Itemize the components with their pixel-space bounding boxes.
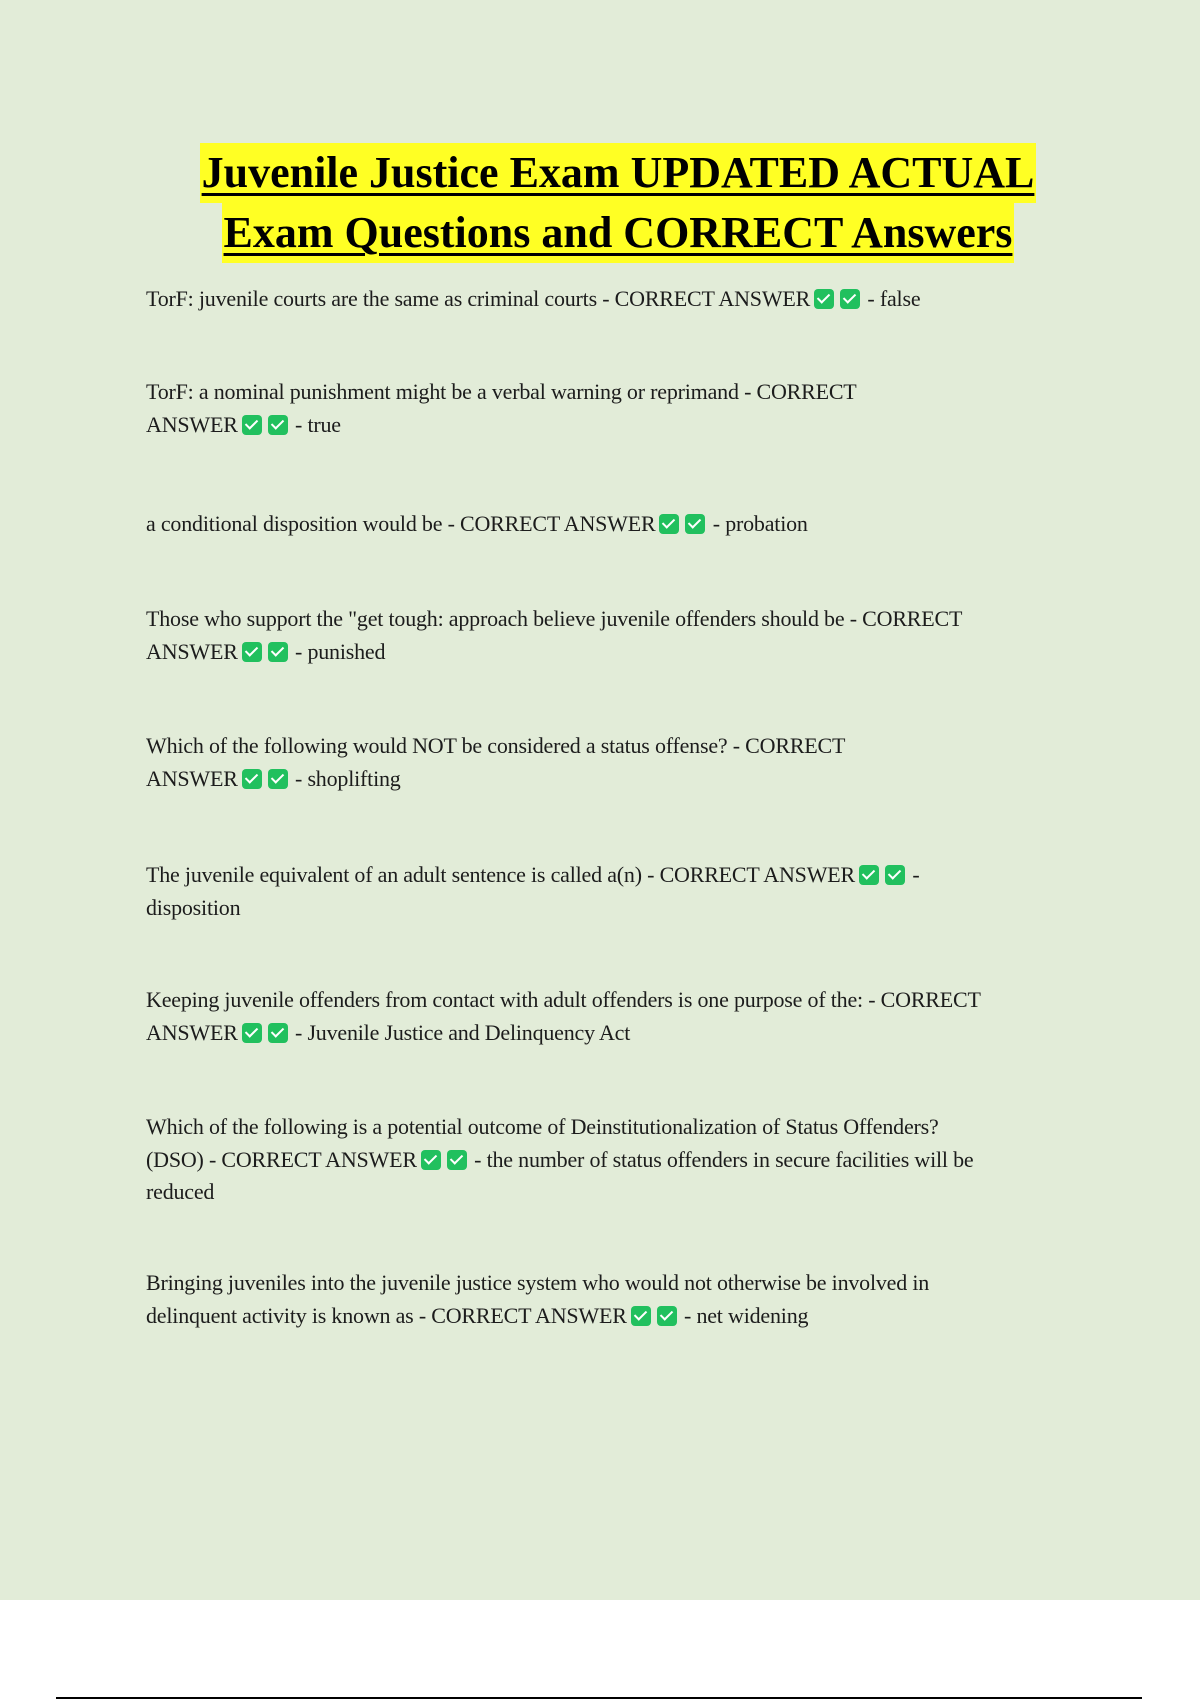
check-icon bbox=[885, 865, 905, 885]
answer-text: - punished bbox=[295, 638, 386, 664]
title-line-1: Juvenile Justice Exam UPDATED ACTUAL bbox=[200, 143, 1037, 203]
qa-item bbox=[146, 283, 1086, 316]
check-icon bbox=[268, 769, 288, 789]
answer-label: ANSWER bbox=[146, 1019, 238, 1045]
answer-label: CORRECT ANSWER bbox=[221, 1146, 417, 1172]
qa-item bbox=[146, 508, 1086, 541]
question-text-continued: (DSO) - bbox=[146, 1146, 222, 1172]
question-text: Which of the following is a potential outcome of Deinstitutionalization of Status Offenders? bbox=[146, 1114, 939, 1139]
check-icon bbox=[268, 1023, 288, 1043]
qa-item bbox=[146, 1267, 1086, 1332]
qa-item bbox=[146, 859, 1086, 924]
check-icon bbox=[631, 1306, 651, 1326]
question-text: Those who support the "get tough: approach believe juvenile offenders should be - CORRECT bbox=[146, 606, 963, 631]
answer-text: - bbox=[912, 862, 920, 887]
question-text: Keeping juvenile offenders from contact with adult offenders is one purpose of the: - CORRECT bbox=[146, 987, 981, 1012]
question-text: Which of the following would NOT be considered a status offense? - CORRECT bbox=[146, 733, 846, 758]
qa-item bbox=[146, 730, 1086, 795]
check-icon bbox=[859, 865, 879, 885]
answer-label: CORRECT ANSWER bbox=[431, 1302, 627, 1328]
document-title bbox=[0, 143, 1200, 263]
question-text-continued: delinquent activity is known as - bbox=[146, 1302, 432, 1328]
answer-text-continued: reduced bbox=[146, 1179, 215, 1204]
answer-text: - net widening bbox=[684, 1302, 809, 1328]
answer-text: - true bbox=[295, 411, 341, 437]
qa-item bbox=[146, 376, 1086, 441]
qa-item bbox=[146, 984, 1086, 1049]
check-icon bbox=[814, 289, 834, 309]
check-icon bbox=[657, 1306, 677, 1326]
question-text: Bringing juveniles into the juvenile justice system who would not otherwise be involved in bbox=[146, 1270, 930, 1295]
answer-text: - shoplifting bbox=[295, 765, 401, 791]
answer-text-continued: disposition bbox=[146, 894, 241, 920]
answer-text: - false bbox=[867, 286, 921, 311]
answer-text: - probation bbox=[712, 511, 808, 536]
answer-label: ANSWER bbox=[146, 638, 238, 664]
question-text: TorF: a nominal punishment might be a verbal warning or reprimand - CORRECT bbox=[146, 379, 857, 404]
check-icon bbox=[421, 1150, 441, 1170]
question-text: a conditional disposition would be - bbox=[146, 511, 461, 536]
qa-item bbox=[146, 1111, 1086, 1209]
question-text: TorF: juvenile courts are the same as criminal courts - bbox=[146, 286, 615, 311]
title-line-2: Exam Questions and CORRECT Answers bbox=[222, 203, 1015, 263]
answer-label: ANSWER bbox=[146, 411, 238, 437]
check-icon bbox=[268, 642, 288, 662]
check-icon bbox=[268, 415, 288, 435]
answer-text: - Juvenile Justice and Delinquency Act bbox=[295, 1019, 631, 1045]
footer-rule bbox=[56, 1697, 1142, 1699]
question-text: The juvenile equivalent of an adult sentence is called a(n) - bbox=[146, 862, 660, 887]
check-icon bbox=[242, 415, 262, 435]
check-icon bbox=[447, 1150, 467, 1170]
check-icon bbox=[685, 514, 705, 534]
answer-label: ANSWER bbox=[146, 765, 238, 791]
answer-text: - the number of status offenders in secure facilities will be bbox=[474, 1146, 974, 1172]
qa-item bbox=[146, 603, 1086, 668]
check-icon bbox=[659, 514, 679, 534]
check-icon bbox=[242, 1023, 262, 1043]
answer-label: CORRECT ANSWER bbox=[614, 286, 811, 311]
answer-label: CORRECT ANSWER bbox=[659, 862, 855, 887]
check-icon bbox=[840, 289, 860, 309]
answer-label: CORRECT ANSWER bbox=[460, 511, 656, 536]
check-icon bbox=[242, 642, 262, 662]
check-icon bbox=[242, 769, 262, 789]
